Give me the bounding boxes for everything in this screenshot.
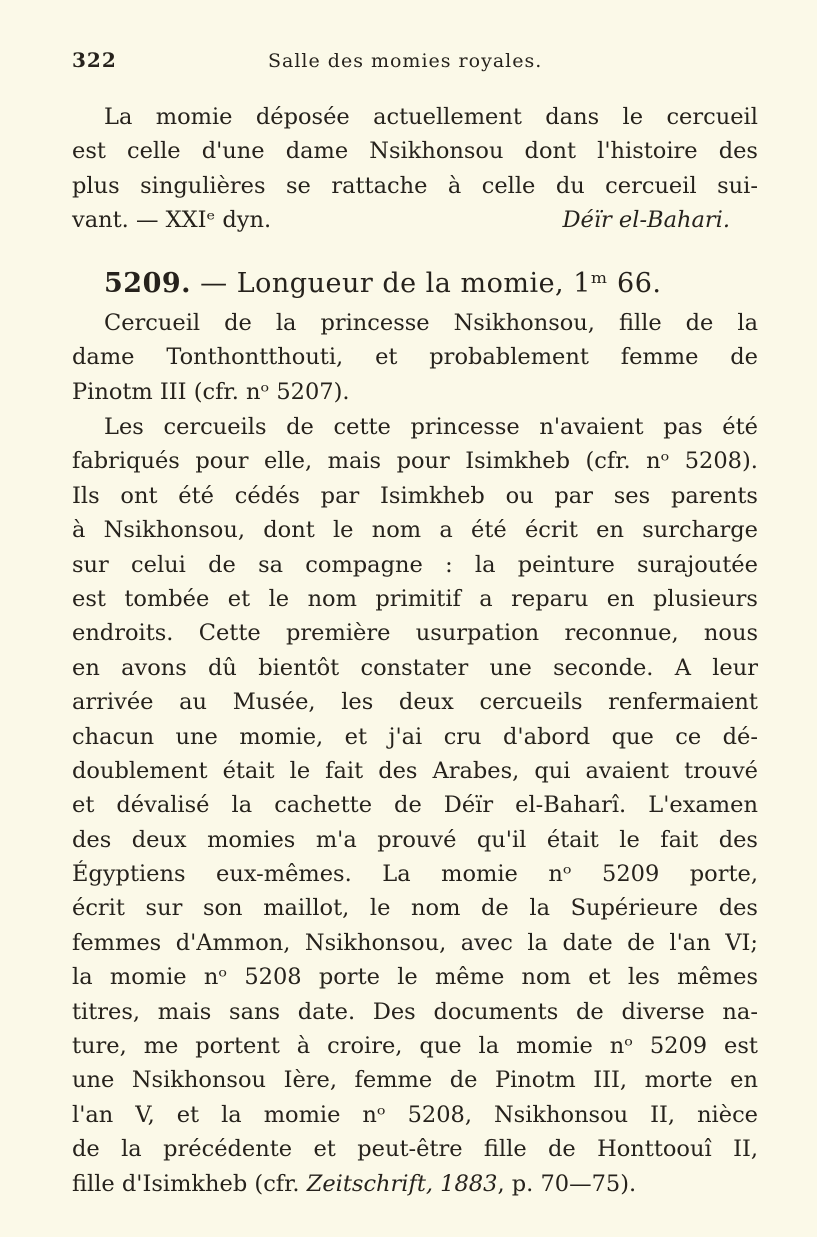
text-line: une Nsikhonsou Ière, femme de Pinotm III, morte en	[72, 1067, 758, 1094]
page-number: 322	[72, 48, 117, 72]
text-line: plus singulières se rattache à celle du cercueil sui-	[72, 172, 758, 199]
text-line: des deux momies m'a prouvé qu'il était le fait des	[72, 826, 758, 853]
origin-location: Déïr el-Bahari.	[562, 207, 730, 234]
citation-prefix: fille d'Isimkheb (cfr.	[72, 1170, 307, 1197]
journal-citation: Zeitschrift, 1883	[306, 1170, 498, 1197]
text-line: est tombée et le nom primitif a reparu en plusieurs	[72, 585, 758, 612]
text-line: l'an V, et la momie nᵒ 5208, Nsikhonsou II, nièce	[72, 1101, 758, 1128]
text-line: écrit sur son maillot, le nom de la Supérieure des	[72, 895, 758, 922]
text-line: sur celui de sa compagne : la peinture surajoutée	[72, 551, 758, 578]
text-line: et dévalisé la cachette de Déïr el-Baharî. L'examen	[72, 792, 758, 819]
text-line: doublement était le fait des Arabes, qui avaient trouvé	[72, 757, 758, 784]
text-line: titres, mais sans date. Des documents de diverse na-	[72, 998, 758, 1025]
text-line: chacun une momie, et j'ai cru d'abord que ce dé-	[72, 723, 758, 750]
text-line: Les cercueils de cette princesse n'avaient pas été	[104, 414, 758, 440]
commentary-paragraph	[72, 410, 758, 1201]
text-line: Ils ont été cédés par Isimkheb ou par ses parents	[72, 482, 758, 509]
text-line: Cercueil de la princesse Nsikhonsou, fille de la	[104, 310, 758, 336]
text-line: est celle d'une dame Nsikhonsou dont l'histoire des	[72, 138, 758, 165]
description-paragraph	[72, 306, 758, 409]
text-line: dame Tonthontthouti, et probablement femme de	[72, 344, 758, 371]
text-line-final	[72, 1167, 758, 1201]
text-line: de la précédente et peut-être fille de Honttoouî II,	[72, 1136, 758, 1163]
entry-title: — Longueur de la momie, 1ᵐ 66.	[200, 268, 662, 299]
text-line: la momie nᵒ 5208 porte le même nom et les mêmes	[72, 964, 758, 991]
text-line: femmes d'Ammon, Nsikhonsou, avec la date de l'an VI;	[72, 929, 758, 956]
running-title: Salle des momies royales.	[268, 50, 543, 72]
text-line: arrivée au Musée, les deux cercueils renfermaient	[72, 689, 758, 716]
dynasty-note: vant. — XXIᵉ dyn.	[72, 207, 272, 234]
text-line: à Nsikhonsou, dont le nom a été écrit en surcharge	[72, 517, 758, 544]
text-line: La momie déposée actuellement dans le cercueil	[104, 104, 758, 130]
text-line: fabriqués pour elle, mais pour Isimkheb (cfr. nᵒ 5208).	[72, 448, 758, 475]
entry-heading	[104, 264, 744, 304]
text-line	[72, 203, 758, 237]
text-line: Égyptiens eux-mêmes. La momie nᵒ 5209 porte,	[72, 861, 758, 888]
intro-paragraph	[72, 100, 758, 238]
page-header	[72, 48, 752, 78]
text-line: en avons dû bientôt constater une seconde. A leur	[72, 654, 758, 681]
text-line: endroits. Cette première usurpation reconnue, nous	[72, 620, 758, 647]
citation-suffix: , p. 70—75).	[497, 1170, 637, 1197]
text-line: Pinotm III (cfr. nᵒ 5207).	[72, 378, 350, 405]
text-line: ture, me portent à croire, que la momie nᵒ 5209 est	[72, 1033, 758, 1060]
entry-number: 5209.	[104, 268, 192, 299]
